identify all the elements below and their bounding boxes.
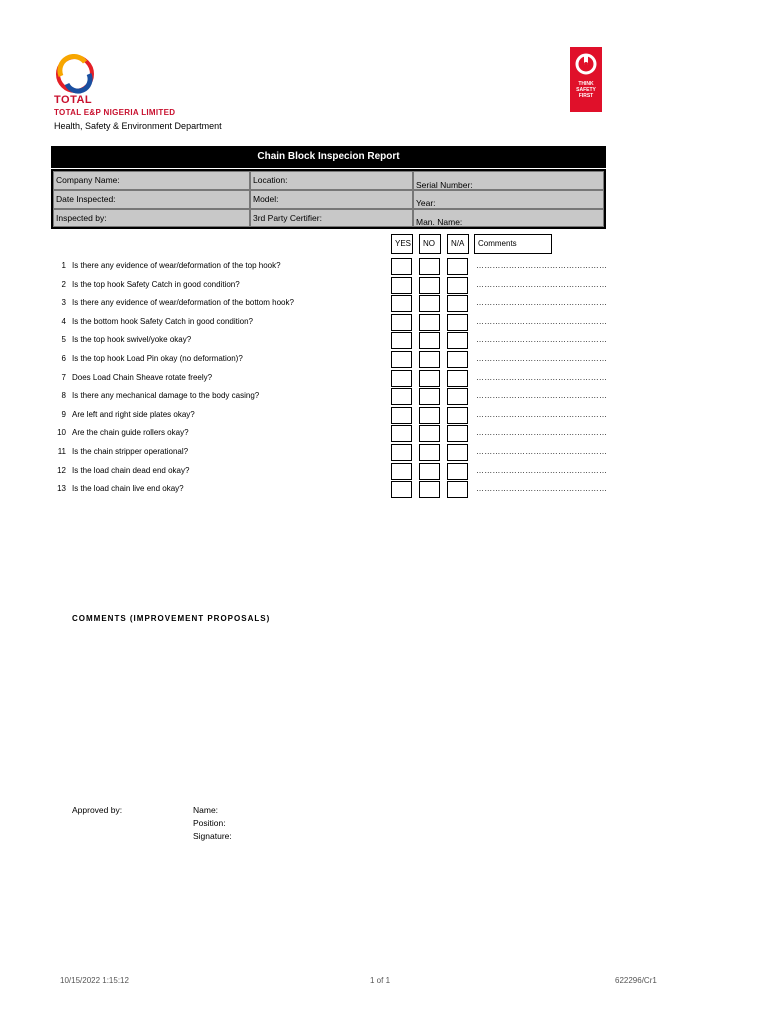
serial-number-field[interactable]: Serial Number: [413, 171, 604, 190]
total-logo-icon [55, 54, 95, 94]
comments-section-label: COMMENTS (IMPROVEMENT PROPOSALS) [72, 614, 271, 623]
na-checkbox[interactable] [447, 444, 468, 461]
question-text: Is the top hook Safety Catch in good condition? [72, 280, 240, 289]
no-checkbox[interactable] [419, 481, 440, 498]
question-number: 3 [61, 298, 66, 307]
na-checkbox[interactable] [447, 277, 468, 294]
department-name: Health, Safety & Environment Department [54, 121, 222, 131]
no-checkbox[interactable] [419, 258, 440, 275]
question-number: 11 [57, 447, 66, 456]
question-text: Is the load chain live end okay? [72, 484, 184, 493]
na-checkbox[interactable] [447, 295, 468, 312]
question-text: Is the load chain dead end okay? [72, 466, 190, 475]
question-text: Is there any mechanical damage to the body casing? [72, 391, 260, 400]
no-checkbox[interactable] [419, 425, 440, 442]
no-checkbox[interactable] [419, 277, 440, 294]
question-text: Is the top hook swivel/yoke okay? [72, 335, 192, 344]
approver-signature-label[interactable]: Signature: [193, 831, 232, 841]
comment-field[interactable]: ………………………………………… [476, 484, 608, 493]
na-checkbox[interactable] [447, 481, 468, 498]
comment-field[interactable]: ………………………………………… [476, 428, 608, 437]
report-title: Chain Block Inspecion Report [51, 146, 606, 168]
company-name-field[interactable]: Company Name: [53, 171, 250, 190]
no-checkbox[interactable] [419, 351, 440, 368]
question-number: 5 [61, 335, 66, 344]
no-checkbox[interactable] [419, 295, 440, 312]
question-text: Are the chain guide rollers okay? [72, 428, 189, 437]
question-text: Are left and right side plates okay? [72, 410, 195, 419]
yes-checkbox[interactable] [391, 407, 412, 424]
yes-checkbox[interactable] [391, 258, 412, 275]
no-checkbox[interactable] [419, 444, 440, 461]
no-checkbox[interactable] [419, 370, 440, 387]
na-checkbox[interactable] [447, 370, 468, 387]
no-checkbox[interactable] [419, 332, 440, 349]
no-checkbox[interactable] [419, 314, 440, 331]
question-text: Does Load Chain Sheave rotate freely? [72, 373, 213, 382]
comment-field[interactable]: ………………………………………… [476, 447, 608, 456]
location-field[interactable]: Location: [250, 171, 413, 190]
yes-checkbox[interactable] [391, 463, 412, 480]
manufacturer-name-field[interactable]: Man. Name: [413, 209, 604, 227]
question-number: 9 [61, 410, 66, 419]
approved-by-label: Approved by: [72, 805, 123, 815]
na-checkbox[interactable] [447, 388, 468, 405]
comment-field[interactable]: ………………………………………… [476, 317, 608, 326]
comment-field[interactable]: ………………………………………… [476, 261, 608, 270]
column-yes: YES [391, 234, 413, 254]
badge-line-3: FIRST [578, 93, 594, 99]
yes-checkbox[interactable] [391, 370, 412, 387]
na-checkbox[interactable] [447, 425, 468, 442]
approver-position-label[interactable]: Position: [193, 818, 226, 828]
comment-field[interactable]: ………………………………………… [476, 373, 608, 382]
question-number: 7 [61, 373, 66, 382]
yes-checkbox[interactable] [391, 295, 412, 312]
comment-field[interactable]: ………………………………………… [476, 466, 608, 475]
report-info-table [51, 169, 606, 229]
footer-page-number: 1 of 1 [370, 976, 391, 985]
question-text: Is the top hook Load Pin okay (no deformation)? [72, 354, 243, 363]
think-safety-first-badge [570, 47, 602, 112]
yes-checkbox[interactable] [391, 332, 412, 349]
na-checkbox[interactable] [447, 258, 468, 275]
na-checkbox[interactable] [447, 407, 468, 424]
na-checkbox[interactable] [447, 314, 468, 331]
approver-name-label[interactable]: Name: [193, 805, 219, 815]
na-checkbox[interactable] [447, 332, 468, 349]
question-text: Is the bottom hook Safety Catch in good condition? [72, 317, 254, 326]
date-inspected-field[interactable]: Date Inspected: [53, 190, 250, 209]
question-text: Is there any evidence of wear/deformation of the top hook? [72, 261, 281, 270]
question-number: 4 [61, 317, 66, 326]
question-number: 6 [61, 354, 66, 363]
column-comments: Comments [474, 234, 552, 254]
yes-checkbox[interactable] [391, 481, 412, 498]
footer-timestamp: 10/15/2022 1:15:12 [60, 976, 129, 985]
no-checkbox[interactable] [419, 407, 440, 424]
question-number: 8 [61, 391, 66, 400]
question-number: 13 [57, 484, 66, 493]
comment-field[interactable]: ………………………………………… [476, 335, 608, 344]
badge-line-2: SAFETY [576, 87, 596, 93]
comment-field[interactable]: ………………………………………… [476, 280, 608, 289]
comment-field[interactable]: ………………………………………… [476, 298, 608, 307]
footer-document-id: 622296/Cr1 [615, 976, 657, 985]
safety-logo-icon [570, 49, 602, 81]
yes-checkbox[interactable] [391, 388, 412, 405]
no-checkbox[interactable] [419, 388, 440, 405]
yes-checkbox[interactable] [391, 277, 412, 294]
question-text: Is the chain stripper operational? [72, 447, 189, 456]
badge-line-1: THINK [578, 81, 594, 87]
question-number: 2 [61, 280, 66, 289]
yes-checkbox[interactable] [391, 314, 412, 331]
year-field[interactable]: Year: [413, 190, 604, 209]
question-number: 10 [57, 428, 66, 437]
question-number: 12 [57, 466, 66, 475]
comment-field[interactable]: ………………………………………… [476, 391, 608, 400]
na-checkbox[interactable] [447, 463, 468, 480]
yes-checkbox[interactable] [391, 351, 412, 368]
inspected-by-field[interactable]: Inspected by: [53, 209, 250, 227]
yes-checkbox[interactable] [391, 425, 412, 442]
na-checkbox[interactable] [447, 351, 468, 368]
no-checkbox[interactable] [419, 463, 440, 480]
model-field[interactable]: Model: [250, 190, 413, 209]
comment-field[interactable]: ………………………………………… [476, 410, 608, 419]
question-number: 1 [61, 261, 66, 270]
company-name: TOTAL E&P NIGERIA LIMITED [54, 108, 176, 117]
column-no: NO [419, 234, 441, 254]
question-text: Is there any evidence of wear/deformation of the bottom hook? [72, 298, 294, 307]
comment-field[interactable]: ………………………………………… [476, 354, 608, 363]
brand-name: TOTAL [54, 94, 93, 106]
column-na: N/A [447, 234, 469, 254]
third-party-certifier-field[interactable]: 3rd Party Certifier: [250, 209, 413, 227]
yes-checkbox[interactable] [391, 444, 412, 461]
